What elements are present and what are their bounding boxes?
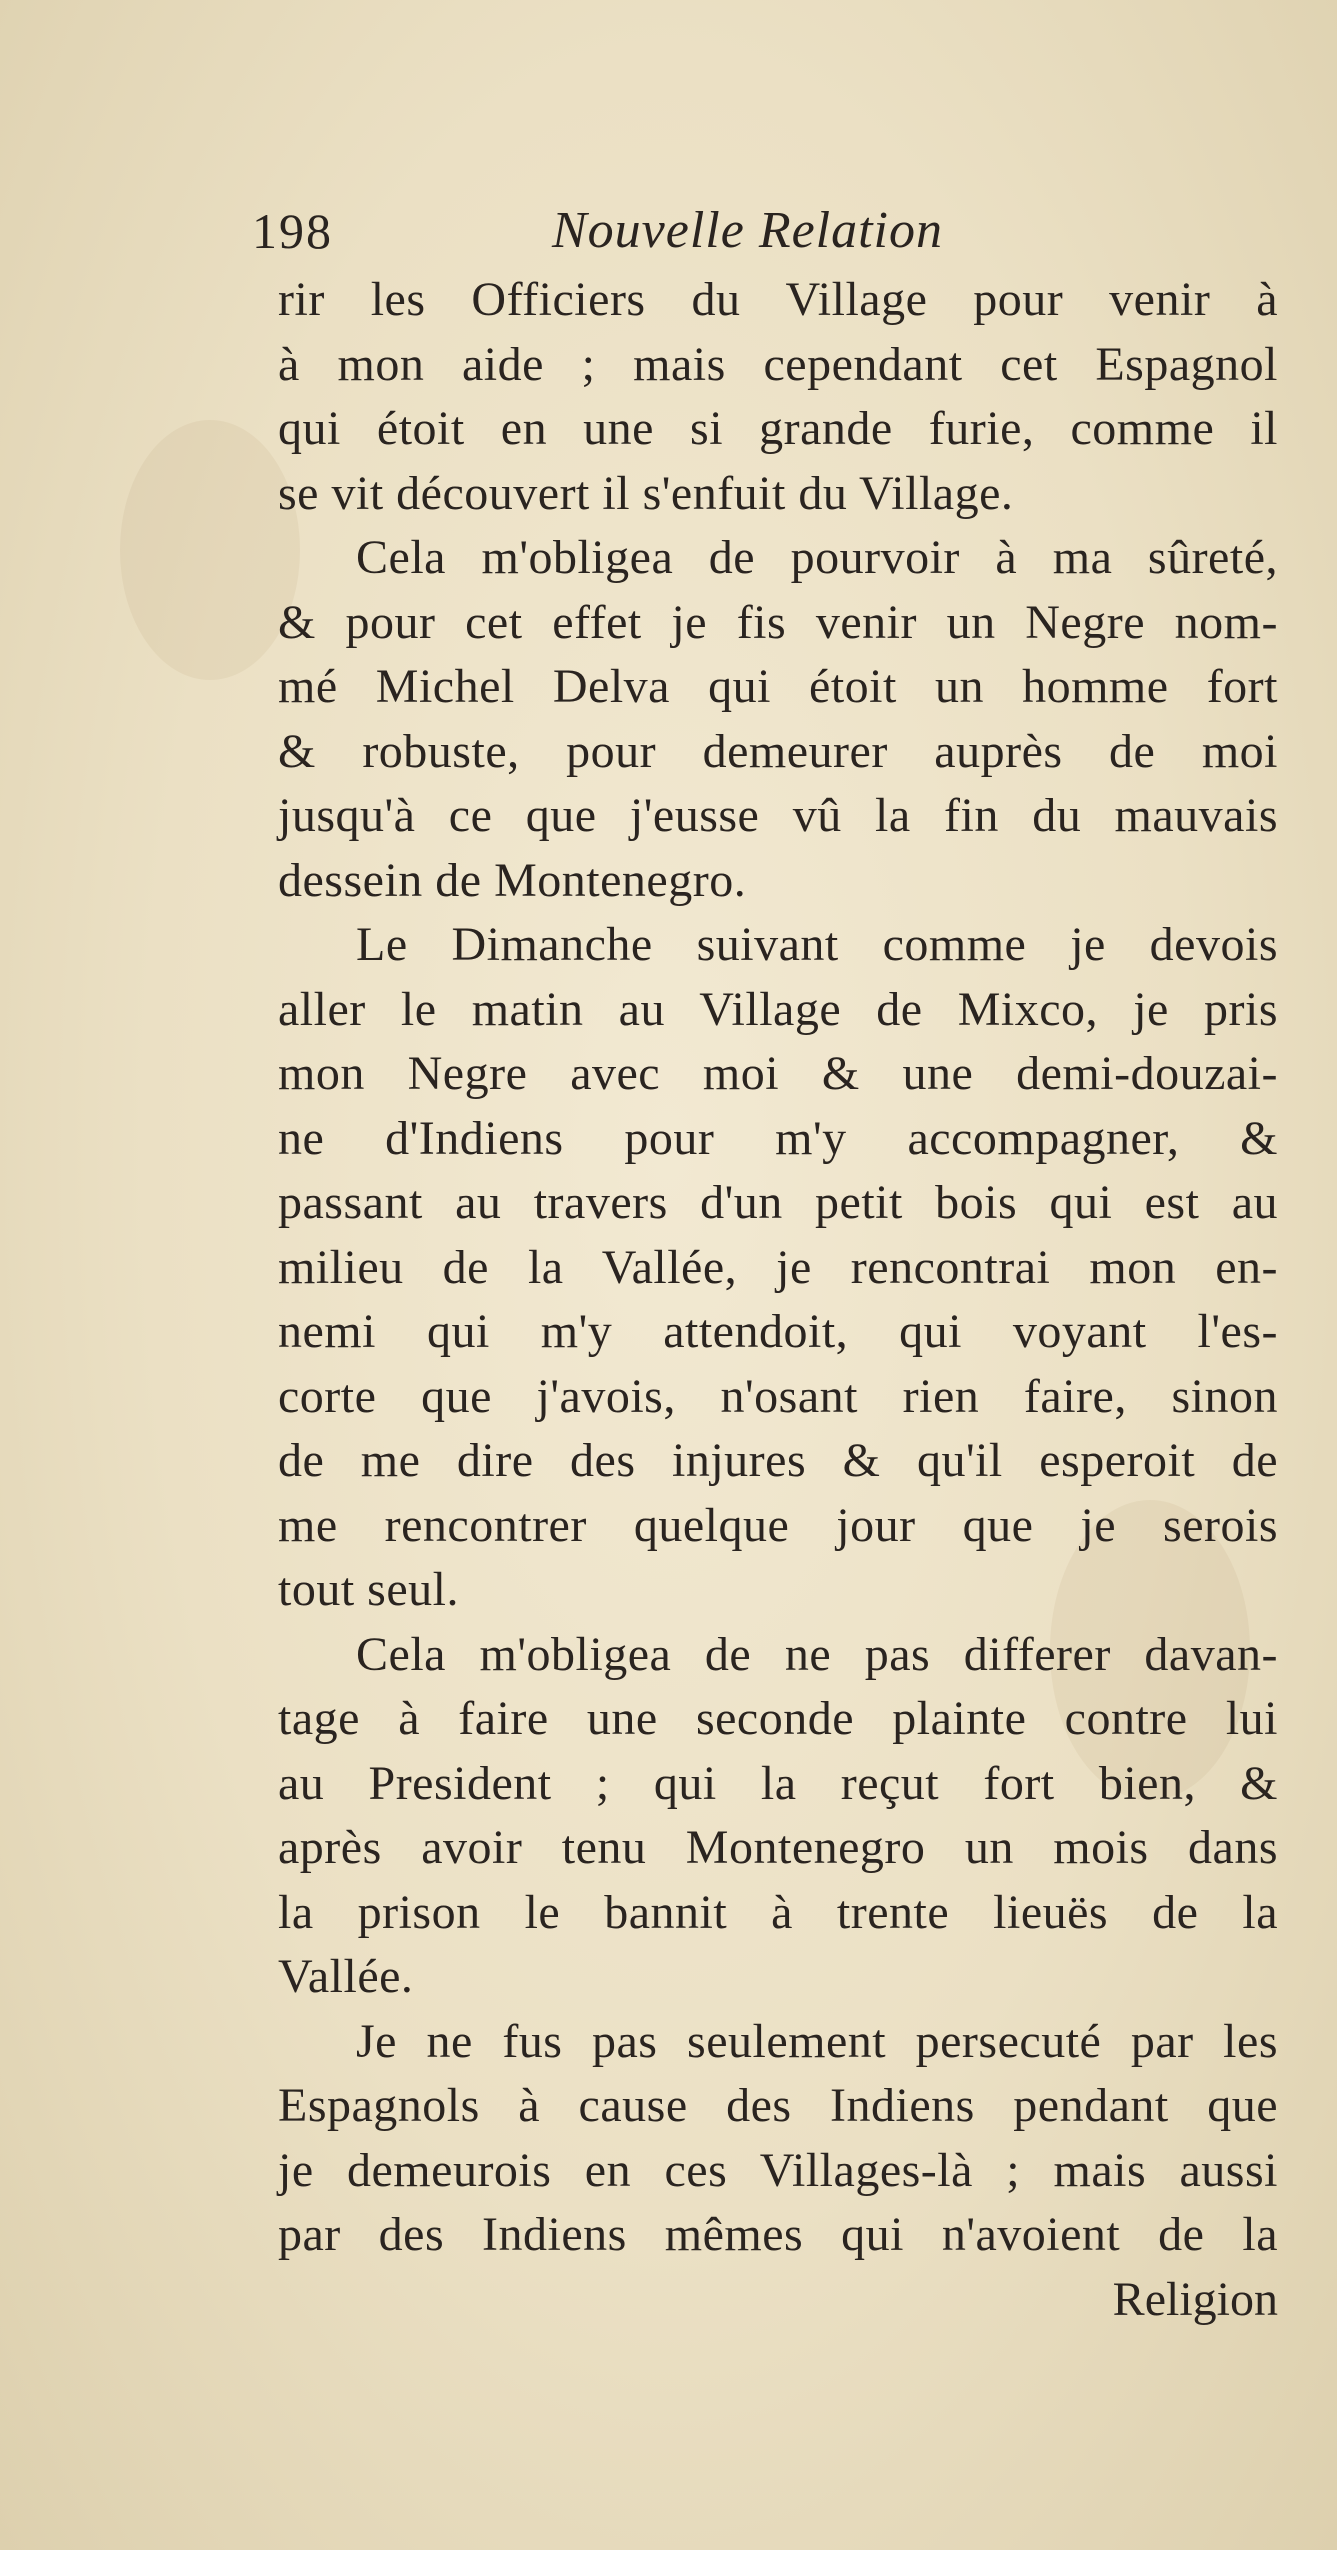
text-line: Cela m'obligea de pourvoir à ma sûreté, <box>356 531 1278 584</box>
body-text <box>278 268 1278 2332</box>
text-line: Le Dimanche suivant comme je devois <box>356 918 1278 971</box>
text-line: qui étoit en une si grande furie, comme il <box>278 402 1278 455</box>
text-line: ne d'Indiens pour m'y accompagner, & <box>278 1111 1278 1165</box>
text-line: aller le matin au Village de Mixco, je pris <box>278 982 1278 1036</box>
text-line: nemi qui m'y attendoit, qui voyant l'es- <box>278 1305 1278 1358</box>
text-line: passant au travers d'un petit bois qui est au <box>278 1176 1278 1229</box>
text-line: après avoir tenu Montenegro un mois dans <box>278 1821 1278 1874</box>
text-line: par des Indiens mêmes qui n'avoient de la <box>278 2208 1278 2261</box>
text-line: se vit découvert il s'enfuit du Village. <box>278 466 1014 520</box>
text-line: mé Michel Delva qui étoit un homme fort <box>278 660 1278 713</box>
text-line: tout seul. <box>278 1563 459 1616</box>
text-line: Vallée. <box>278 1950 414 2003</box>
page-number: 198 <box>252 203 333 259</box>
catchword: Religion <box>1112 2272 1278 2326</box>
text-line: Je ne fus pas seulement persecuté par les <box>356 2014 1278 2068</box>
text-line: dessein de Montenegro. <box>278 853 747 907</box>
text-line: Cela m'obligea de ne pas differer davan- <box>356 1627 1278 1681</box>
text-line: tage à faire une seconde plainte contre lui <box>278 1692 1278 1745</box>
text-line: mon Negre avec moi & une demi-douzai- <box>278 1047 1278 1100</box>
paper-stain <box>120 420 300 680</box>
text-line: je demeurois en ces Villages-là ; mais aussi <box>278 2143 1278 2197</box>
text-line: & pour cet effet je fis venir un Negre nom- <box>278 595 1278 649</box>
text-line: Espagnols à cause des Indiens pendant que <box>278 2079 1278 2132</box>
text-line: rir les Officiers du Village pour venir à <box>278 273 1278 326</box>
text-line: milieu de la Vallée, je rencontrai mon en- <box>278 1240 1278 1294</box>
running-head <box>252 196 1012 266</box>
running-title: Nouvelle Relation <box>552 202 944 259</box>
text-line: & robuste, pour demeurer auprès de moi <box>278 724 1278 778</box>
text-line: me rencontrer quelque jour que je serois <box>278 1498 1278 1552</box>
text-line: au President ; qui la reçut fort bien, & <box>278 1756 1278 1810</box>
text-line: jusqu'à ce que j'eusse vû la fin du mauvais <box>278 789 1278 842</box>
text-line: corte que j'avois, n'osant rien faire, sinon <box>278 1369 1278 1423</box>
text-line: de me dire des injures & qu'il esperoit de <box>278 1434 1278 1487</box>
text-line: la prison le bannit à trente lieuës de la <box>278 1885 1278 1939</box>
text-line: à mon aide ; mais cependant cet Espagnol <box>278 337 1278 391</box>
